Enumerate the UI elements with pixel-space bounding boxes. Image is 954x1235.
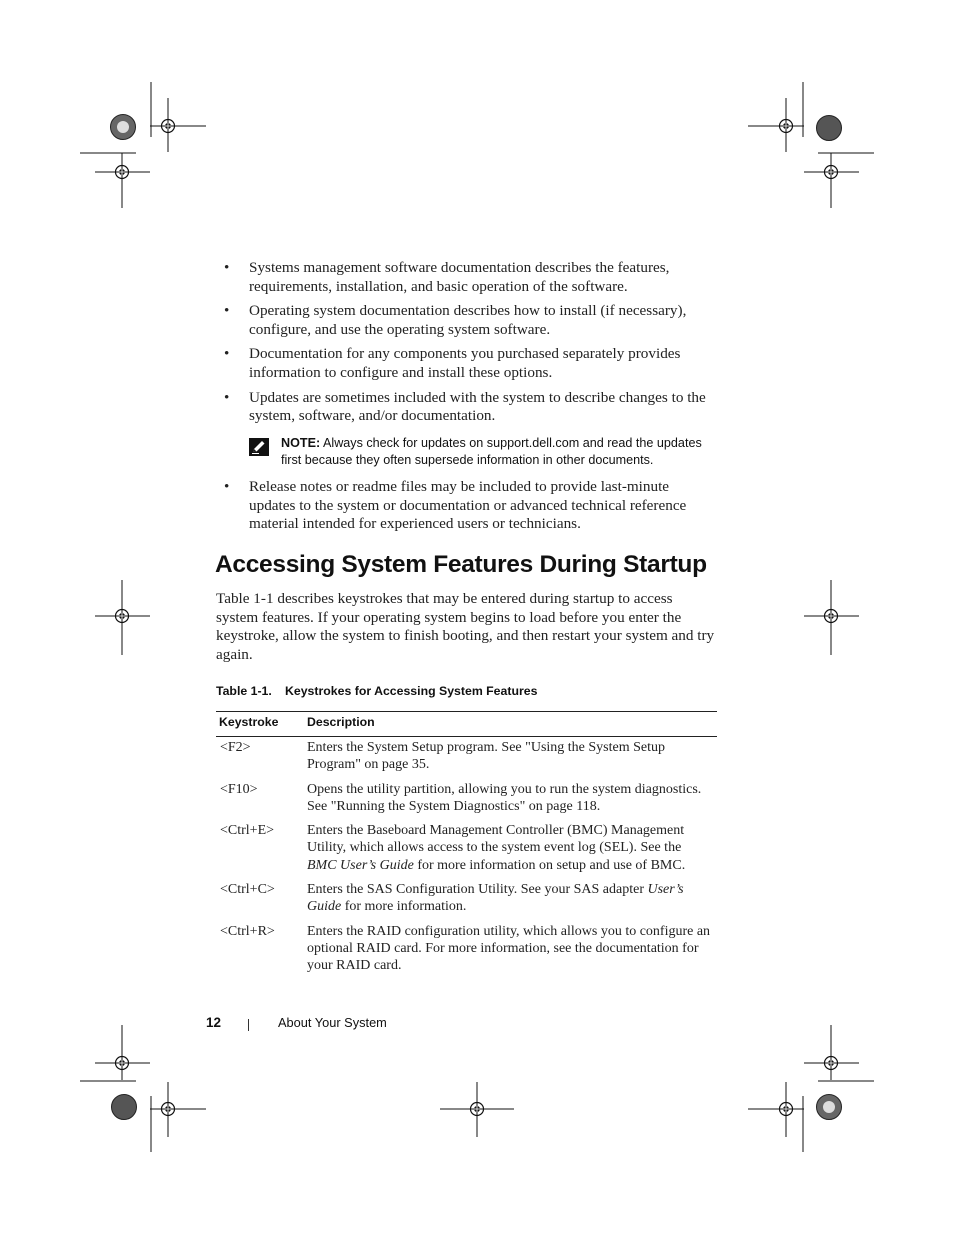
list-item-text: Release notes or readme files may be included to provide last-minute updates to the system or documentation or advanced technical reference material intended for experienced users or technicians. bbox=[249, 478, 687, 533]
description-text: Enters the SAS Configuration Utility. See your SAS adapter bbox=[307, 882, 648, 898]
note-callout bbox=[249, 435, 719, 469]
keystroke-cell: <Ctrl+C> bbox=[220, 882, 275, 898]
documentation-bullet-list-continued bbox=[216, 478, 716, 540]
table-row bbox=[216, 822, 717, 874]
table-row bbox=[216, 923, 717, 975]
running-footer-title: About Your System bbox=[278, 1015, 387, 1030]
description-cell bbox=[307, 822, 712, 874]
section-heading: Accessing System Features During Startup bbox=[215, 551, 707, 578]
note-body: Always check for updates on bbox=[320, 436, 487, 450]
list-item-text: Updates are sometimes included with the system to describe changes to the system, software, and/or documentation. bbox=[249, 388, 706, 425]
table-row bbox=[216, 881, 717, 916]
list-item: • Systems management software documentation describes the features, requirements, installation, and basic operation of the software. bbox=[224, 259, 670, 295]
table-title: Keystrokes for Accessing System Features bbox=[285, 684, 538, 698]
list-item-text: Documentation for any components you purchased separately provides information to configure and install these options. bbox=[249, 345, 681, 381]
support-link[interactable]: support.dell.com bbox=[486, 436, 580, 450]
intro-paragraph: Table 1-1 describes keystrokes that may be entered during startup to access system features. If your operating system begins to load before you enter the keystroke, allow the system to finish booting, and then restart your system and try again. bbox=[216, 590, 715, 663]
list-item: • Operating system documentation describes how to install (if necessary), configure, and use the operating system software. bbox=[224, 302, 687, 338]
description-cell: Enters the RAID configuration utility, which allows you to configure an optional RAID card. For more information, see the documentation for your RAID card. bbox=[307, 923, 711, 974]
description-cell: Opens the utility partition, allowing you to run the system diagnostics. See "Running the System Diagnostics" on page 118. bbox=[307, 781, 702, 814]
table-number: Table 1-1. bbox=[216, 684, 272, 698]
list-item-text: Operating system documentation describes how to install (if necessary), configure, and use the operating system software. bbox=[249, 302, 687, 338]
pencil-note-icon bbox=[249, 438, 269, 456]
col-header-description: Description bbox=[307, 715, 375, 729]
table-caption bbox=[216, 684, 537, 698]
keystroke-cell: <F10> bbox=[220, 781, 258, 797]
guide-title: BMC User’s Guide bbox=[307, 857, 414, 873]
description-cell bbox=[307, 881, 712, 916]
note-label: NOTE: bbox=[281, 436, 321, 450]
footer-divider bbox=[248, 1019, 249, 1031]
note-body: and read the updates first because they often supersede information in other documents. bbox=[281, 436, 702, 467]
description-text: for more information on setup and use of BMC. bbox=[413, 857, 686, 873]
list-item-text: Systems management software documentation describes the features, requirements, installation, and basic operation of the software. bbox=[249, 259, 670, 295]
table-header bbox=[216, 711, 717, 737]
keystroke-cell: <F2> bbox=[220, 740, 251, 755]
description-cell: Enters the System Setup program. See "Using the System Setup Program" on page 35. bbox=[307, 740, 666, 773]
keystrokes-table bbox=[216, 711, 717, 975]
col-header-keystroke: Keystroke bbox=[219, 715, 279, 729]
note-text bbox=[281, 435, 719, 469]
keystroke-cell: <Ctrl+R> bbox=[220, 923, 275, 939]
list-item: • Documentation for any components you purchased separately provides information to configure and install these options. bbox=[224, 345, 681, 381]
table-row bbox=[216, 781, 717, 816]
page-number: 12 bbox=[206, 1015, 222, 1030]
table-row bbox=[216, 739, 717, 774]
guide-title: User’s Guide bbox=[307, 882, 684, 915]
keystroke-cell: <Ctrl+E> bbox=[220, 823, 275, 839]
list-item: • Release notes or readme files may be included to provide last-minute updates to the system or documentation or advanced technical reference material intended for experienced users or technicians. bbox=[224, 478, 687, 533]
list-item: • Updates are sometimes included with the system to describe changes to the system, software, and/or documentation. bbox=[224, 388, 706, 425]
documentation-bullet-list bbox=[216, 259, 716, 432]
description-text: Enters the Baseboard Management Controller (BMC) Management Utility, which allows access to the system event log (SEL). See the bbox=[307, 823, 685, 856]
description-text: for more information. bbox=[341, 899, 467, 915]
